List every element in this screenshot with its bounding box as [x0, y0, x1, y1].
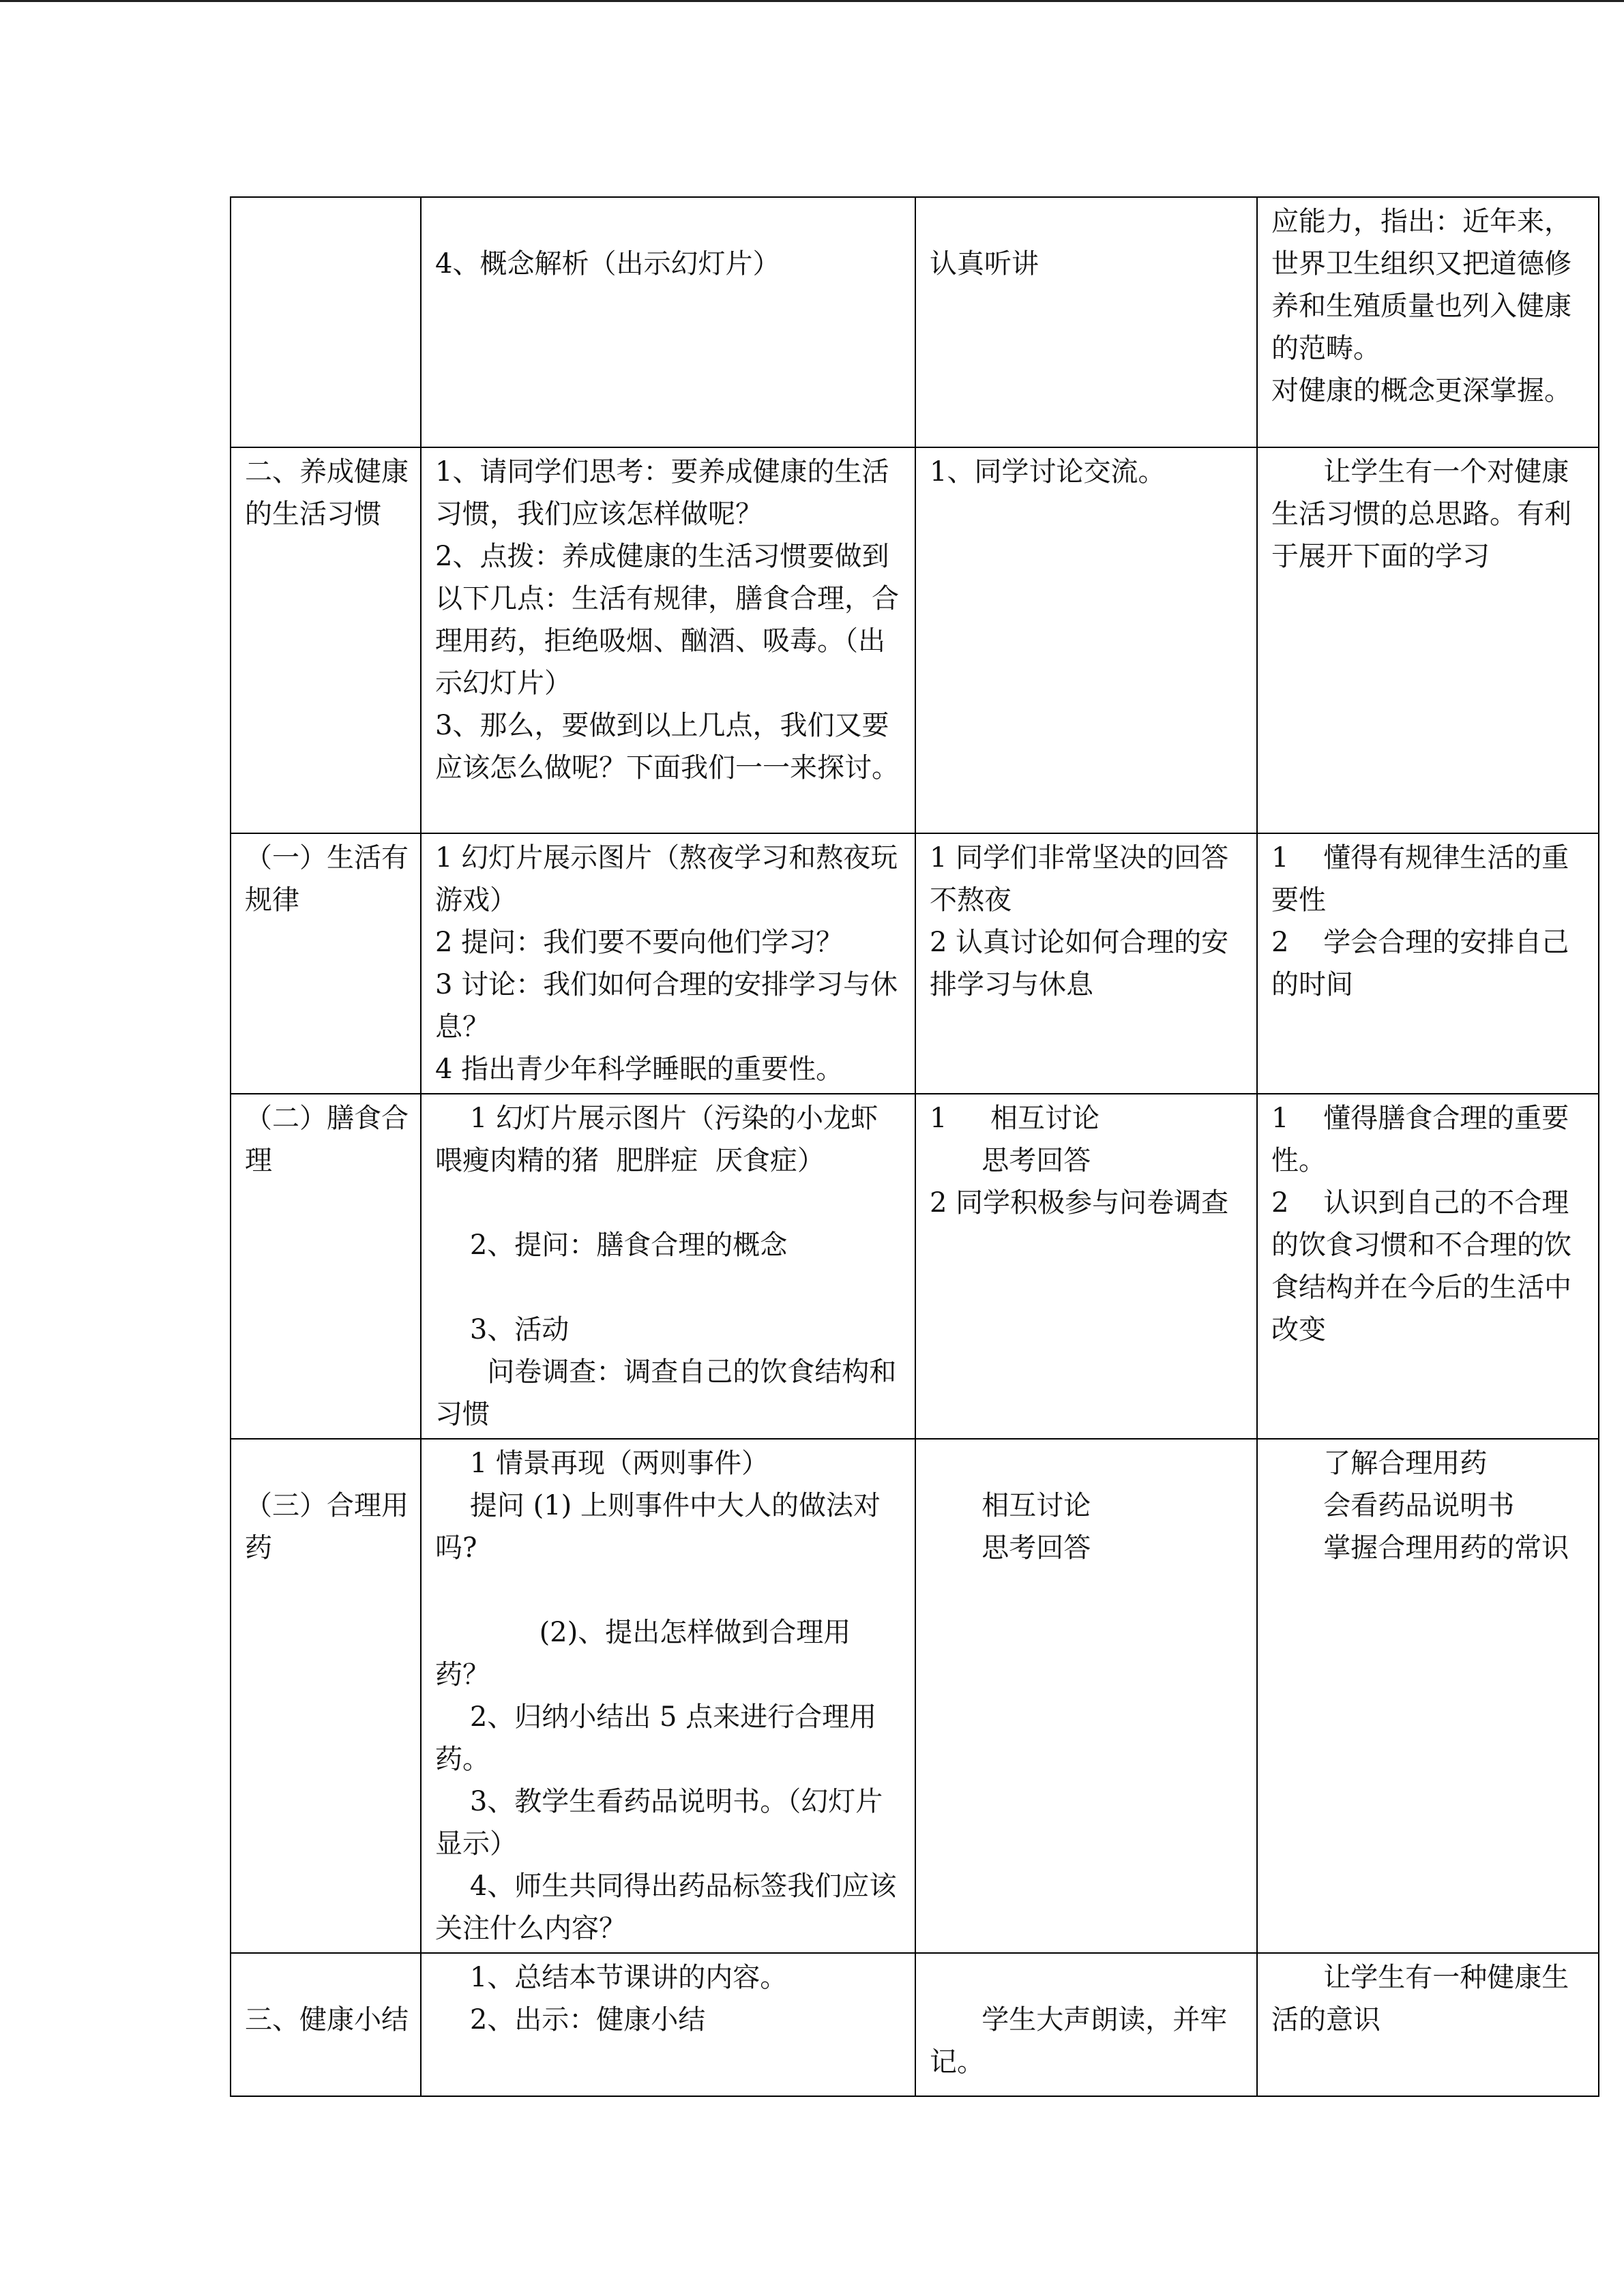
cell-paragraph — [930, 1956, 1247, 1999]
cell-paragraph: （一）生活有规律 — [245, 842, 409, 916]
cell-paragraph: 三、健康小结 — [245, 2004, 409, 2036]
cell-paragraph: 3、活动 — [435, 1314, 570, 1345]
cell-paragraph: 相互讨论 — [930, 1490, 1091, 1521]
cell-paragraph — [930, 1442, 1247, 1485]
cell-paragraph: 2、点拨：养成健康的生活习惯要做到以下几点：生活有规律，膳食合理，合理用药，拒绝吸烟、酗酒、吸毒。（出示幻灯片） — [435, 541, 899, 699]
cell-paragraph: 3、教学生看药品说明书。（幻灯片显示） — [435, 1786, 883, 1860]
teacher-activity-cell — [421, 1439, 915, 1953]
table-row — [231, 197, 1599, 447]
cell-paragraph: 认真听讲 — [930, 248, 1039, 280]
cell-paragraph — [435, 1182, 905, 1224]
cell-paragraph: 1 幻灯片展示图片（污染的小龙虾 喂瘦肉精的猪 肥胖症 厌食症） — [435, 1103, 896, 1176]
teacher-activity-cell — [421, 1094, 915, 1439]
page-top-border — [0, 0, 1624, 2]
section-cell — [231, 1094, 421, 1439]
teacher-activity-cell — [421, 833, 915, 1094]
cell-paragraph: 2 同学积极参与问卷调查 — [930, 1187, 1229, 1219]
cell-paragraph: 应能力，指出：近年来，世界卫生组织又把道德修养和生殖质量也列入健康的范畴。 — [1271, 206, 1571, 364]
cell-paragraph: 2、出示：健康小结 — [435, 2004, 706, 2036]
cell-paragraph: 2 认真讨论如何合理的安排学习与休息 — [930, 927, 1229, 1000]
cell-paragraph — [245, 1442, 411, 1485]
section-cell — [231, 1953, 421, 2096]
cell-paragraph: 会看药品说明书 — [1271, 1490, 1515, 1521]
cell-paragraph: （三）合理用药 — [245, 1490, 409, 1564]
design-intent-cell — [1257, 447, 1599, 833]
cell-paragraph: 二、养成健康的生活习惯 — [245, 456, 409, 530]
cell-paragraph: 1 懂得膳食合理的重要性。 — [1271, 1103, 1569, 1176]
cell-paragraph — [435, 1569, 905, 1611]
cell-paragraph: 2 认识到自己的不合理的饮食习惯和不合理的饮食结构并在今后的生活中改变 — [1271, 1187, 1571, 1345]
cell-paragraph: 问卷调查：调查自己的饮食结构和习惯 — [435, 1356, 897, 1430]
table-row — [231, 447, 1599, 833]
cell-paragraph: (2)、提出怎样做到合理用药？ — [435, 1617, 851, 1690]
cell-paragraph: 思考回答 — [930, 1532, 1091, 1564]
cell-paragraph: 了解合理用药 — [1271, 1448, 1488, 1479]
cell-paragraph — [245, 200, 411, 243]
cell-paragraph: 4 指出青少年科学睡眠的重要性。 — [435, 1054, 844, 1085]
lesson-plan-table — [230, 196, 1599, 2097]
teacher-activity-cell — [421, 1953, 915, 2096]
cell-paragraph: 提问 (1) 上则事件中大人的做法对吗? — [435, 1490, 881, 1564]
cell-paragraph: 掌握合理用药的常识 — [1271, 1532, 1569, 1564]
design-intent-cell — [1257, 1953, 1599, 2096]
cell-paragraph: 1 幻灯片展示图片（熬夜学习和熬夜玩游戏） — [435, 842, 898, 916]
section-cell — [231, 197, 421, 447]
cell-paragraph: 4、概念解析（出示幻灯片） — [435, 248, 780, 280]
design-intent-cell — [1257, 833, 1599, 1094]
section-cell — [231, 447, 421, 833]
table-row — [231, 1439, 1599, 1953]
cell-paragraph: 1、总结本节课讲的内容。 — [435, 1962, 788, 1993]
student-activity-cell — [915, 1439, 1257, 1953]
cell-paragraph: 思考回答 — [930, 1145, 1091, 1176]
student-activity-cell — [915, 197, 1257, 447]
cell-paragraph: 2 提问：我们要不要向他们学习？ — [435, 927, 844, 958]
table-row — [231, 1094, 1599, 1439]
student-activity-cell — [915, 447, 1257, 833]
student-activity-cell — [915, 1094, 1257, 1439]
cell-paragraph: 对健康的概念更深掌握。 — [1271, 375, 1571, 406]
design-intent-cell — [1257, 1439, 1599, 1953]
cell-paragraph: 3、那么，要做到以上几点，我们又要应该怎么做呢？下面我们一一来探讨。 — [435, 710, 899, 784]
cell-paragraph: 1 同学们非常坚决的回答不熬夜 — [930, 842, 1229, 916]
teacher-activity-cell — [421, 447, 915, 833]
cell-paragraph: （二）膳食合理 — [245, 1103, 409, 1176]
cell-paragraph: 4、师生共同得出药品标签我们应该关注什么内容？ — [435, 1870, 897, 1944]
student-activity-cell — [915, 1953, 1257, 2096]
cell-paragraph: 1 相互讨论 — [930, 1103, 1100, 1134]
cell-paragraph — [930, 200, 1247, 243]
cell-paragraph: 2、归纳小结出 5 点来进行合理用药。 — [435, 1701, 877, 1775]
cell-paragraph — [245, 1956, 411, 1999]
cell-paragraph: 学生大声朗读，并牢记。 — [930, 2004, 1228, 2078]
table-row — [231, 833, 1599, 1094]
cell-paragraph: 3 讨论：我们如何合理的安排学习与休息？ — [435, 969, 898, 1043]
design-intent-cell — [1257, 1094, 1599, 1439]
cell-paragraph: 1 懂得有规律生活的重要性 — [1271, 842, 1569, 916]
lesson-plan-body — [231, 197, 1599, 2096]
cell-paragraph: 2、提问：膳食合理的概念 — [435, 1229, 788, 1261]
cell-paragraph: 让学生有一种健康生活的意识 — [1271, 1962, 1569, 2036]
cell-paragraph: 让学生有一个对健康生活习惯的总思路。有利于展开下面的学习 — [1271, 456, 1571, 572]
cell-paragraph: 1 情景再现（两则事件） — [435, 1448, 769, 1479]
cell-paragraph: 2 学会合理的安排自己的时间 — [1271, 927, 1569, 1000]
section-cell — [231, 833, 421, 1094]
table-row — [231, 1953, 1599, 2096]
design-intent-cell — [1257, 197, 1599, 447]
student-activity-cell — [915, 833, 1257, 1094]
cell-paragraph: 1、同学讨论交流。 — [930, 456, 1166, 488]
cell-paragraph — [435, 1266, 905, 1309]
cell-paragraph: 1、请同学们思考：要养成健康的生活习惯，我们应该怎样做呢？ — [435, 456, 889, 530]
section-cell — [231, 1439, 421, 1953]
teacher-activity-cell — [421, 197, 915, 447]
cell-paragraph — [435, 200, 905, 243]
